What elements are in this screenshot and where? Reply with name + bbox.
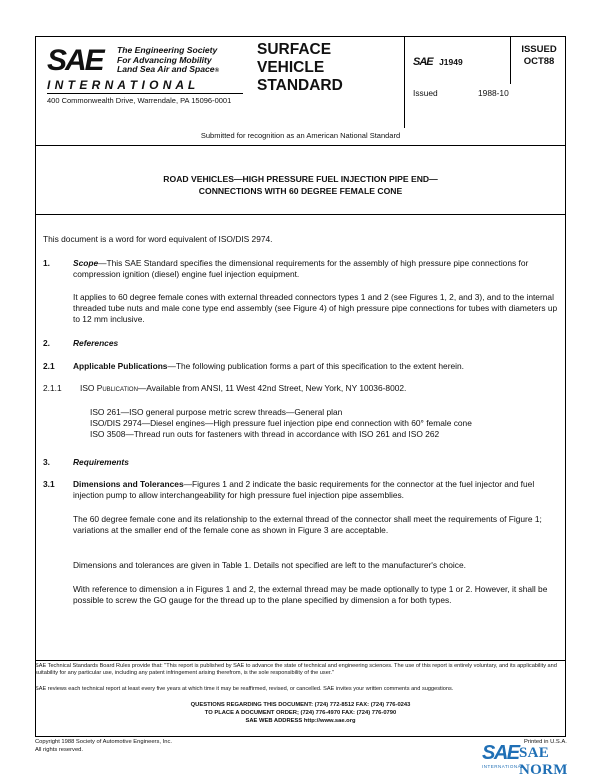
footer-divider	[35, 660, 566, 661]
doc-number-block	[413, 52, 463, 70]
iso-ref-code: ISO 3508	[90, 429, 126, 439]
doc-sae-logo: SAE	[413, 56, 433, 68]
iso-ref-desc: —ISO general purpose metric screw threads—General plan	[120, 407, 343, 417]
doc-number: J1949	[439, 57, 463, 67]
registered-mark: ®	[214, 68, 220, 74]
issued-label-top: ISSUED	[521, 44, 557, 55]
title-line-2: CONNECTIONS WITH 60 DEGREE FEMALE CONE	[198, 186, 403, 196]
issued-box	[516, 44, 562, 68]
wordmark-rule	[47, 93, 243, 94]
section-3-number: 3.	[43, 457, 50, 467]
section-1-number: 1.	[43, 258, 50, 268]
section-2-title: References	[73, 338, 119, 348]
section-3-1-para-2: The 60 degree female cone and its relationship to the external thread of the connector shall meet the requirements of Figure 1; variations at the smaller end of the female cone as shown in Figure 3 are acceptable.	[73, 514, 542, 535]
issued-date-top: OCT88	[523, 56, 555, 67]
stamp-norm-text: SAE NORM	[519, 745, 568, 778]
section-3-1-para-4: With reference to dimension a in Figures 1 and 2, the external thread may be made optionally to type 1 or 2. However, it shall be possible to screw the GO gauge for the thread up to the plane specified by dimension a for both types.	[73, 584, 548, 605]
society-address: 400 Commonwealth Drive, Warrendale, PA 15096-0001	[47, 96, 232, 105]
title-divider	[35, 214, 566, 215]
printed-in: Printed in U.S.A.	[524, 739, 567, 745]
section-1-text: —This SAE Standard specifies the dimensional requirements for the assembly of high pressure pipe connections for compression ignition (diesel) engine fuel injection equipment.	[73, 258, 529, 279]
order-line: TO PLACE A DOCUMENT ORDER; (724) 776-4970 FAX: (724) 776-0790	[204, 710, 397, 716]
section-2-1-title: Applicable Publications	[73, 361, 168, 371]
section-3-1-para-3: Dimensions and tolerances are given in Table 1. Details not specified are left to the manufacturer's choice.	[73, 560, 466, 570]
iso-ref-desc: —Diesel engines—High pressure fuel injection pipe end connection with 60° female cone	[141, 418, 472, 428]
society-line-2: For Advancing Mobility	[117, 54, 212, 65]
iso-reference-item	[90, 429, 558, 440]
section-3-1-number: 3.1	[43, 479, 55, 489]
iso-publication-label: ISO Publication	[80, 383, 138, 393]
doc-type-line-2: VEHICLE	[257, 59, 325, 76]
section-2-1-1	[80, 383, 558, 394]
document-title	[35, 173, 566, 197]
section-1-scope	[73, 258, 558, 280]
sae-norm-stamp	[482, 742, 592, 778]
section-3-1-text: —Figures 1 and 2 indicate the basic requirements for the connector at the fuel injector and fuel injection pump to allow interchangeability for high pressure fuel injection pipe assemblies.	[73, 479, 535, 500]
stamp-sae-logo: SAE	[482, 742, 519, 764]
society-line-1: The Engineering Society	[117, 45, 218, 55]
section-2-1-1-number: 2.1.1	[43, 383, 62, 393]
review-policy: SAE reviews each technical report at least every five years at which time it may be reaffirmed, revised, or cancelled. SAE invites your written comments and suggestions.	[35, 686, 454, 692]
section-3-title: Requirements	[73, 457, 129, 467]
section-2-1	[73, 361, 558, 372]
section-1-para-2: It applies to 60 degree female cones with external threaded connectors types 1 and 2 (see Figures 1, 2, and 3), and to the internal threaded tube nuts and male cone type end assembly (see Figure 4) of high pressure pipe connections for tubes with diameters up to 12 mm inclusive.	[73, 292, 558, 324]
copyright-line-2: All rights reserved.	[35, 746, 84, 753]
intro-text: This document is a word for word equivalent of ISO/DIS 2974.	[43, 234, 273, 244]
doc-type	[257, 41, 343, 95]
section-2-number: 2.	[43, 338, 50, 348]
issued-label: Issued	[413, 88, 438, 98]
section-1-title: Scope	[73, 258, 99, 268]
stamp-sub-text: INTERNATIONAL	[482, 764, 525, 769]
iso-reference-item	[90, 407, 558, 418]
sae-logo: SAE	[47, 44, 103, 77]
header-vline-1	[404, 36, 405, 128]
copyright	[35, 739, 172, 754]
society-tagline	[117, 46, 219, 77]
iso-ref-code: ISO 261	[90, 407, 121, 417]
iso-publication-text: —Available from ANSI, 11 West 42nd Street, New York, NY 10036-8002.	[137, 383, 407, 393]
header-divider	[35, 145, 566, 146]
doc-type-line-3: STANDARD	[257, 77, 343, 94]
title-line-1: ROAD VEHICLES—HIGH PRESSURE FUEL INJECTION PIPE END—	[163, 174, 438, 184]
iso-reference-list	[90, 407, 558, 440]
section-3-1	[73, 479, 558, 501]
section-2-1-number: 2.1	[43, 361, 55, 371]
web-address[interactable]: SAE WEB ADDRESS http://www.sae.org	[245, 718, 356, 724]
contact-block	[35, 701, 566, 725]
iso-ref-code: ISO/DIS 2974	[90, 418, 142, 428]
issued-value: 1988-10	[478, 88, 509, 98]
header-vline-2	[510, 36, 511, 84]
iso-ref-desc: —Thread run outs for fasteners with thread in accordance with ISO 261 and ISO 262	[125, 429, 440, 439]
section-2-1-text: —The following publication forms a part of this specification to the extent herein.	[167, 361, 465, 371]
international-wordmark: I N T E R N A T I O N A L	[47, 78, 196, 92]
iso-reference-item	[90, 418, 558, 429]
society-line-3: Land Sea Air and Space	[117, 64, 215, 74]
technical-policy: SAE Technical Standards Board Rules provide that: "This report is published by SAE to advance the state of technical and engineering sciences. The use of this report is entirely voluntary, and its applicability and suitability for any particular use, including any patent infringement arising therefrom, is the sole responsibility of the user."	[35, 663, 557, 677]
questions-line: QUESTIONS REGARDING THIS DOCUMENT: (724) 772-8512 FAX: (724) 776-0243	[190, 702, 411, 708]
copyright-line-1: Copyright 1988 Society of Automotive Engineers, Inc.	[35, 739, 172, 745]
section-3-1-title: Dimensions and Tolerances	[73, 479, 184, 489]
submitted-note: Submitted for recognition as an American National Standard	[200, 131, 401, 140]
doc-type-line-1: SURFACE	[257, 41, 332, 58]
